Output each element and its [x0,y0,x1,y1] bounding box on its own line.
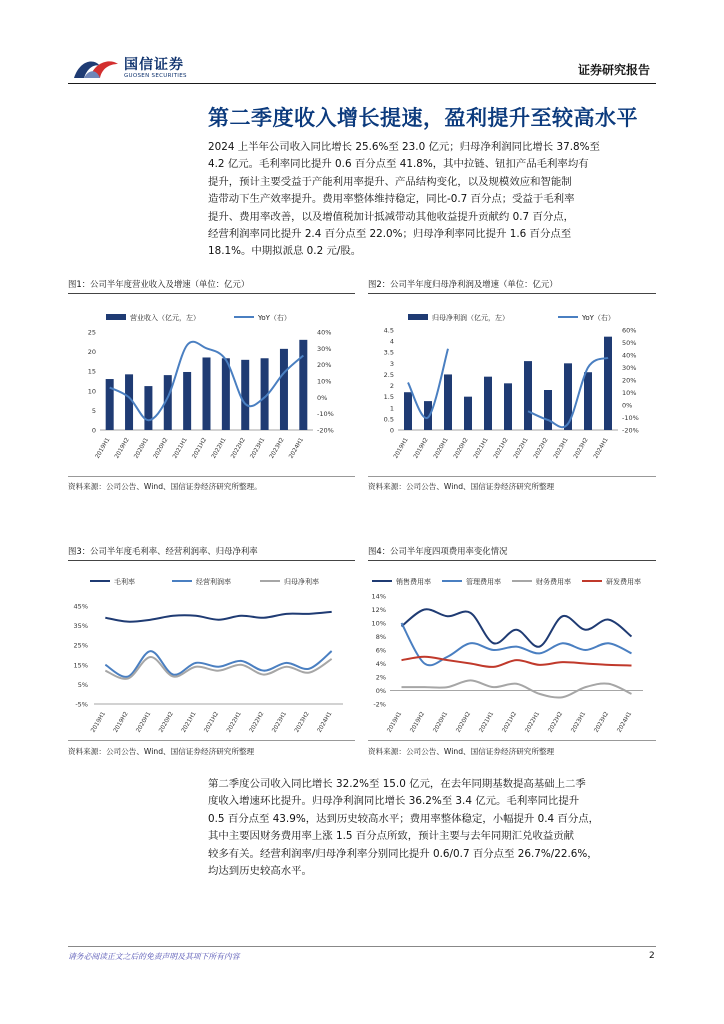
net-profit-chart [368,300,656,472]
paragraph-line: 0.5 百分点至 43.9%，达到历史较高水平；费用率整体稳定，小幅提升 0.4 百分点， [208,812,599,825]
x-tick-label: 2022H2 [533,437,550,460]
figure-1-top-rule [68,293,355,294]
x-tick-label: 2019H2 [413,437,430,460]
x-tick-label: 2023H1 [249,437,267,460]
expense-line-0 [402,609,632,647]
y-tick: -2% [373,700,386,709]
margin-line-2 [105,657,331,679]
legend-finance-label: 财务费用率 [536,578,571,586]
y-right-tick: 10% [622,389,637,397]
paragraph-line: 4.2 亿元。毛利率同比提升 0.6 百分点至 41.8%，其中拉链、钮扣产品毛利率均有 [208,158,589,171]
y-left-tick: 3.5 [383,348,394,357]
y-left-tick: 10 [87,387,96,396]
legend-revenue-swatch [106,314,126,320]
legend-profit-swatch [408,314,428,320]
x-tick-label: 2019H1 [386,711,404,734]
figure-2-bottom-rule [368,476,656,477]
y-tick: 2% [375,673,386,682]
y-left-tick: 2.5 [383,370,394,379]
y-tick: 25% [73,641,88,650]
profit-bar [504,383,512,430]
paragraph-line: 造带动下生产效率提升。费用率整体维持稳定，同比-0.7 百分点；受益于毛利率 [208,193,575,206]
y-left-tick: 1 [389,404,394,413]
figure-3-title: 图3：公司半年度毛利率、经营利润率、归母净利率 [68,546,258,556]
y-tick: 45% [73,602,88,611]
y-tick: 14% [371,592,386,601]
revenue-bar [241,360,249,430]
paragraph-line: 提升、费用率改善，以及增值税加计抵减带动其他收益提升贡献约 0.7 百分点， [208,210,575,223]
y-left-tick: 15 [87,367,96,376]
x-tick-label: 2021H2 [191,437,209,460]
y-tick: 10% [371,619,386,628]
header-divider [68,83,656,84]
figure-4-source: 资料来源：公司公告、Wind、国信证券经济研究所整理 [368,747,555,756]
x-tick-label: 2022H2 [230,437,247,460]
x-tick-label: 2024H1 [593,437,610,460]
figure-4-title: 图4：公司半年度四项费用率变化情况 [368,546,508,556]
revenue-bar [222,358,230,430]
profit-bar [584,372,592,430]
x-tick-label: 2021H1 [172,437,189,460]
y-right-tick: 20% [622,376,637,385]
legend-gross-margin-label: 毛利率 [114,578,135,586]
y-right-tick: -10% [317,410,334,419]
y-right-tick: 20% [317,361,332,370]
y-right-tick: 30% [622,364,637,372]
figure-3-top-rule [68,560,355,561]
x-tick-label: 2023H2 [269,437,286,460]
y-right-tick: 40% [622,351,637,360]
paragraph-line: 经营利润率同比提升 2.4 百分点至 22.0%；归母净利率同比提升 1.6 百分点至 [208,228,572,241]
profit-bar [524,361,532,430]
profit-bar [404,392,412,430]
y-right-tick: -10% [622,414,639,422]
x-tick-label: 2020H2 [453,437,470,460]
section-title: 第二季度收入增长提速，盈利提升至较高水平 [208,106,638,130]
y-tick: 0% [375,687,386,695]
x-tick-label: 2019H1 [90,711,108,734]
x-tick-label: 2022H1 [524,711,542,734]
x-tick-label: 2023H2 [593,711,611,734]
figure-1-bottom-rule [68,476,355,477]
figure-3-bottom-rule [68,740,355,741]
x-tick-label: 2023H2 [294,711,311,734]
legend-admin-label: 管理费用率 [466,578,501,586]
paragraph-line: 提升，预计主要受益于产能利用率提升、产品结构变化，以及规模效应和智能制 [208,175,572,188]
y-right-tick: 0% [622,401,633,410]
y-right-tick: 30% [317,344,332,353]
x-tick-label: 2023H1 [570,711,588,734]
margin-line-0 [105,612,331,622]
company-logo [70,50,210,84]
y-tick: 12% [371,606,386,614]
figure-2-source: 资料来源：公司公告、Wind、国信证券经济研究所整理 [368,482,555,491]
y-left-tick: 4.5 [383,326,394,335]
x-tick-label: 2021H1 [180,711,198,734]
legend-yoy-label: YoY（右） [582,314,615,322]
y-left-tick: 3 [389,359,394,368]
expense-ratio-chart [368,566,656,738]
disclaimer-note: 请务必阅读正文之后的免责声明及其项下所有内容 [68,952,240,961]
legend-rnd-label: 研发费用率 [606,578,641,586]
paragraph-line: 18.1%。中期拟派息 0.2 元/股。 [208,245,362,258]
y-left-tick: 1.5 [383,393,394,402]
x-tick-label: 2020H1 [432,711,450,734]
x-tick-label: 2023H2 [573,437,590,460]
x-tick-label: 2019H2 [409,711,427,734]
legend-revenue-label: 营业收入（亿元，左） [130,314,200,322]
y-right-tick: -20% [622,426,639,435]
x-tick-label: 2019H1 [393,437,410,460]
y-right-tick: -20% [317,426,334,435]
paragraph-line: 2024 上半年公司收入同比增长 25.6%至 23.0 亿元；归母净利润同比增长 37.8%至 [208,141,600,153]
summary-paragraph [208,139,660,261]
x-tick-label: 2019H2 [113,711,130,734]
logo-text-en: GUOSEN SECURITIES [124,73,187,79]
legend-yoy-label: YoY（右） [258,314,291,322]
x-tick-label: 2020H2 [152,437,170,460]
legend-profit-label: 归母净利润（亿元，左） [432,314,509,322]
y-right-tick: 40% [317,328,332,337]
x-tick-label: 2022H1 [210,437,228,460]
y-left-tick: 2 [389,382,394,391]
figure-4-top-rule [368,560,656,561]
paragraph-line: 第二季度公司收入同比增长 32.2%至 15.0 亿元，在去年同期基数提高基础上二季 [208,778,586,790]
figure-1-source: 资料来源：公司公告、Wind、国信证券经济研究所整理。 [68,482,262,491]
x-tick-label: 2019H2 [114,437,131,460]
x-tick-label: 2020H1 [133,437,151,460]
logo-mark-icon [70,52,122,82]
legend-operating-margin-label: 经营利润率 [196,578,231,586]
x-tick-label: 2022H1 [226,711,243,734]
y-left-tick: 0 [389,426,394,435]
x-tick-label: 2022H2 [248,711,266,734]
margin-chart [68,566,355,738]
y-right-tick: 60% [622,326,637,335]
x-tick-label: 2021H1 [473,437,490,460]
x-tick-label: 2020H2 [455,711,473,734]
x-tick-label: 2023H1 [553,437,570,460]
y-tick: -5% [75,700,88,709]
x-tick-label: 2020H2 [158,711,175,734]
q2-paragraph [208,776,660,880]
legend-net-margin-label: 归母净利率 [284,578,319,586]
x-tick-label: 2022H2 [547,711,565,734]
y-tick: 15% [73,661,88,670]
page-number: 2 [649,951,655,961]
revenue-bar [183,372,191,430]
x-tick-label: 2023H1 [271,711,289,734]
revenue-bar [280,349,288,430]
figure-4-bottom-rule [368,740,656,741]
profit-bar [544,390,552,430]
paragraph-line: 度收入增速环比提升。归母净利润同比增长 36.2%至 3.4 亿元。毛利率同比提升 [208,795,580,808]
revenue-chart [68,300,355,472]
x-tick-label: 2024H1 [616,711,634,734]
x-tick-label: 2021H1 [478,711,496,734]
y-tick: 4% [375,660,386,668]
y-left-tick: 20 [87,348,96,357]
revenue-bar [144,386,152,430]
x-tick-label: 2021H2 [493,437,510,460]
y-tick: 6% [375,646,386,655]
x-tick-label: 2020H1 [135,711,153,734]
figure-1-title: 图1：公司半年度营业收入及增速（单位：亿元） [68,279,250,289]
x-tick-label: 2024H1 [316,711,334,734]
profit-bar [424,401,432,430]
figure-2-title: 图2：公司半年度归母净利润及增速（单位：亿元） [368,279,558,289]
profit-bar [604,337,612,430]
paragraph-line: 均达到历史较高水平。 [208,865,312,878]
profit-bar [444,374,452,430]
profit-bar [484,377,492,430]
x-tick-label: 2019H1 [94,437,112,460]
expense-line-2 [402,680,632,697]
revenue-bar [203,357,211,430]
expense-line-3 [402,657,632,667]
x-tick-label: 2021H2 [501,711,519,734]
figure-3-source: 资料来源：公司公告、Wind、国信证券经济研究所整理 [68,747,255,756]
y-right-tick: 50% [622,339,637,347]
x-tick-label: 2020H1 [433,437,450,460]
legend-selling-label: 销售费用率 [396,578,431,586]
y-tick: 35% [73,622,88,631]
y-left-tick: 0 [91,426,96,435]
y-left-tick: 4 [389,337,394,346]
revenue-bar [106,379,114,430]
footer-divider [68,946,656,947]
paragraph-line: 较多有关。经营利润率/归母净利率分别同比提升 0.6/0.7 百分点至 26.7%/22.6%， [208,847,598,860]
y-tick: 8% [375,633,386,641]
y-right-tick: 10% [317,377,332,386]
profit-bar [464,397,472,430]
y-left-tick: 5 [91,406,96,415]
y-left-tick: 0.5 [383,415,394,424]
report-type-label: 证券研究报告 [578,63,651,77]
x-tick-label: 2022H1 [513,437,530,460]
y-right-tick: 0% [317,393,328,402]
paragraph-line: 其中主要因财务费用率上涨 1.5 百分点所致，预计主要与去年同期汇兑收益贡献 [208,830,575,843]
y-left-tick: 25 [87,328,96,337]
y-tick: 5% [77,680,88,689]
x-tick-label: 2021H2 [203,711,221,734]
revenue-bar [299,340,307,430]
revenue-bar [125,374,133,430]
margin-line-1 [105,651,331,677]
logo-text-cn: 国信证券 [124,57,184,73]
x-tick-label: 2024H1 [288,437,306,460]
figure-2-top-rule [368,293,656,294]
